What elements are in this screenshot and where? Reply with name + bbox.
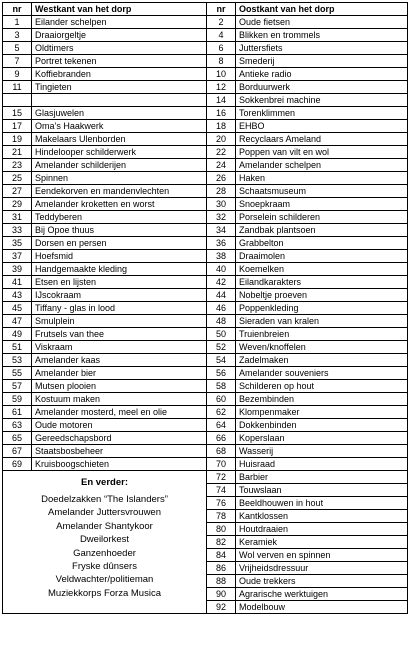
table-row [3,354,408,367]
east-stand-number: 86 [207,562,236,575]
west-stand-number: 7 [3,55,32,68]
east-stand-number: 72 [207,471,236,484]
east-stand-name: Amelander souveniers [236,367,408,380]
east-stand-name: Modelbouw [236,601,408,614]
east-stand-name: Barbier [236,471,408,484]
table-row [3,42,408,55]
table-row [3,315,408,328]
west-stand-name: Teddyberen [32,211,207,224]
extra-item: Amelander Shantykoor [56,520,153,532]
east-stand-name: Haken [236,172,408,185]
east-stand-number: 64 [207,419,236,432]
east-stand-name: Snoepkraam [236,198,408,211]
west-stand-name: Tiffany - glas in lood [32,302,207,315]
east-stand-name: Klompenmaker [236,406,408,419]
east-stand-name: Koperslaan [236,432,408,445]
west-stand-name: Eendekorven en mandenvlechten [32,185,207,198]
east-stand-number: 58 [207,380,236,393]
west-stand-number: 47 [3,315,32,328]
east-stand-number: 52 [207,341,236,354]
table-row [3,471,408,484]
table-row [3,198,408,211]
east-stand-name: Houtdraaien [236,523,408,536]
west-stand-number: 59 [3,393,32,406]
stand-table [2,2,408,614]
east-stand-name: Antieke radio [236,68,408,81]
west-stand-number: 23 [3,159,32,172]
east-stand-name: Wasserij [236,445,408,458]
west-stand-number: 39 [3,263,32,276]
extra-item: Dweilorkest [79,534,130,546]
east-stand-name: Juttersfiets [236,42,408,55]
west-stand-name: Koffiebranden [32,68,207,81]
east-stand-number: 2 [207,16,236,29]
west-stand-name: Viskraam [32,341,207,354]
table-row [3,146,408,159]
west-stand-name: Amelander kroketten en worst [32,198,207,211]
table-row [3,406,408,419]
east-stand-number: 40 [207,263,236,276]
table-row [3,211,408,224]
east-stand-number: 90 [207,588,236,601]
west-stand-number: 15 [3,107,32,120]
west-stand-number: 63 [3,419,32,432]
west-stand-name: Etsen en lijsten [32,276,207,289]
east-stand-number: 82 [207,536,236,549]
table-row [3,276,408,289]
west-stand-number: 57 [3,380,32,393]
table-row [3,302,408,315]
east-stand-name: Wol verven en spinnen [236,549,408,562]
west-stand-name: Portret tekenen [32,55,207,68]
east-stand-name: Bezembinden [236,393,408,406]
west-stand-name: Hindelooper schilderwerk [32,146,207,159]
east-stand-number: 60 [207,393,236,406]
east-stand-name: Sokkenbrei machine [236,94,408,107]
west-stand-name: Eilander schelpen [32,16,207,29]
east-stand-number: 24 [207,159,236,172]
east-stand-name: Huisraad [236,458,408,471]
table-row [3,289,408,302]
west-stand-number: 1 [3,16,32,29]
extra-item: Muziekkorps Forza Musica [48,587,161,599]
west-stand-name: Glasjuwelen [32,107,207,120]
west-stand-name: IJscokraam [32,289,207,302]
east-stand-number: 18 [207,120,236,133]
west-stand-number: 43 [3,289,32,302]
table-row [3,380,408,393]
extra-item: Doedelzakken “The Islanders” [41,494,168,505]
east-stand-name: Borduurwerk [236,81,408,94]
header-nr-east: nr [207,3,236,16]
east-stand-name: Schilderen op hout [236,380,408,393]
table-row [3,81,408,94]
west-stand-name: Amelander bier [32,367,207,380]
table-row [3,16,408,29]
east-stand-name: Poppenkleding [236,302,408,315]
west-stand-number: 31 [3,211,32,224]
east-stand-number: 76 [207,497,236,510]
table-row [3,341,408,354]
east-stand-number: 12 [207,81,236,94]
table-row [3,133,408,146]
west-stand-name: Kruisboogschieten [32,458,207,471]
west-stand-number: 67 [3,445,32,458]
table-row [3,445,408,458]
table-row [3,159,408,172]
east-stand-number: 16 [207,107,236,120]
east-stand-number: 28 [207,185,236,198]
east-stand-name: Keramiek [236,536,408,549]
west-stand-number: 17 [3,120,32,133]
east-stand-number: 22 [207,146,236,159]
west-stand-number: 5 [3,42,32,55]
west-stand-name: Makelaars Ulenborden [32,133,207,146]
east-stand-number: 42 [207,276,236,289]
west-stand-number: 69 [3,458,32,471]
east-stand-number: 14 [207,94,236,107]
table-row [3,432,408,445]
east-stand-number: 30 [207,198,236,211]
west-stand-name: Dorsen en persen [32,237,207,250]
east-stand-name: Oude fietsen [236,16,408,29]
east-stand-name: Oude trekkers [236,575,408,588]
west-stand-number: 61 [3,406,32,419]
west-stand-number: 37 [3,250,32,263]
west-stand-name: Oude motoren [32,419,207,432]
west-stand-name: Staatsbosbeheer [32,445,207,458]
east-stand-number: 92 [207,601,236,614]
table-row [3,185,408,198]
table-row [3,393,408,406]
east-stand-name: Recyclaars Ameland [236,133,408,146]
west-stand-name: Oldtimers [32,42,207,55]
extra-performers-block [3,471,207,614]
east-stand-number: 66 [207,432,236,445]
header-east: Oostkant van het dorp [236,3,408,16]
east-stand-name: Blikken en trommels [236,29,408,42]
west-stand-name: Mutsen plooien [32,380,207,393]
east-stand-name: Porselein schilderen [236,211,408,224]
west-stand-number: 27 [3,185,32,198]
west-stand-number: 51 [3,341,32,354]
west-stand-name: Draaiorgeltje [32,29,207,42]
east-stand-number: 50 [207,328,236,341]
east-stand-number: 38 [207,250,236,263]
west-stand-name: Hoefsmid [32,250,207,263]
east-stand-number: 34 [207,224,236,237]
east-stand-name: Truienbreien [236,328,408,341]
east-stand-name: EHBO [236,120,408,133]
table-body [3,16,408,614]
east-stand-number: 8 [207,55,236,68]
east-stand-name: Dokkenbinden [236,419,408,432]
west-stand-number: 9 [3,68,32,81]
east-stand-number: 88 [207,575,236,588]
east-stand-number: 36 [207,237,236,250]
east-stand-number: 10 [207,68,236,81]
west-stand-name: Amelander kaas [32,354,207,367]
west-stand-name: Handgemaakte kleding [32,263,207,276]
extra-item: Amelander Juttersvrouwen [48,507,161,519]
extra-item: Ganzenhoeder [73,547,136,559]
east-stand-number: 20 [207,133,236,146]
east-stand-name: Sieraden van kralen [236,315,408,328]
east-stand-number: 80 [207,523,236,536]
east-stand-name: Beeldhouwen in hout [236,497,408,510]
table-row [3,263,408,276]
east-stand-name: Touwslaan [236,484,408,497]
table-row [3,172,408,185]
west-stand-name: Oma’s Haakwerk [32,120,207,133]
table-row [3,367,408,380]
west-stand-number: 35 [3,237,32,250]
east-stand-name: Weven/knoffelen [236,341,408,354]
west-stand-name: Frutsels van thee [32,328,207,341]
west-stand-number: 19 [3,133,32,146]
west-stand-number: 21 [3,146,32,159]
east-stand-number: 70 [207,458,236,471]
east-stand-number: 62 [207,406,236,419]
east-stand-name: Eilandkarakters [236,276,408,289]
east-stand-name: Zandbak plantsoen [236,224,408,237]
east-stand-name: Vrijheidsdressuur [236,562,408,575]
east-stand-number: 46 [207,302,236,315]
east-stand-name: Schaatsmuseum [236,185,408,198]
west-stand-number: 53 [3,354,32,367]
table-row [3,237,408,250]
west-stand-number: 3 [3,29,32,42]
east-stand-number: 26 [207,172,236,185]
west-stand-number: 29 [3,198,32,211]
table-row [3,55,408,68]
west-stand-number: 33 [3,224,32,237]
table-row [3,68,408,81]
east-stand-name: Nobeltje proeven [236,289,408,302]
east-stand-number: 74 [207,484,236,497]
west-stand-name: Smulplein [32,315,207,328]
market-stands-sheet [2,2,407,666]
table-row [3,250,408,263]
east-stand-number: 32 [207,211,236,224]
header-row [3,3,408,16]
east-stand-number: 84 [207,549,236,562]
table-row [3,120,408,133]
east-stand-number: 68 [207,445,236,458]
east-stand-number: 48 [207,315,236,328]
east-stand-name: Agrarische werktuigen [236,588,408,601]
table-row [3,94,408,107]
west-stand-number: 65 [3,432,32,445]
west-stand-name: Amelander mosterd, meel en olie [32,406,207,419]
west-stand-number: 45 [3,302,32,315]
west-stand-name: Kostuum maken [32,393,207,406]
west-stand-name: Tingieten [32,81,207,94]
west-stand-number: 49 [3,328,32,341]
east-stand-name: Amelander schelpen [236,159,408,172]
east-stand-number: 4 [207,29,236,42]
extra-title: En verder: [81,477,128,488]
west-stand-number: 55 [3,367,32,380]
east-stand-number: 44 [207,289,236,302]
table-row [3,224,408,237]
east-stand-name: Kantklossen [236,510,408,523]
west-stand-name: Bij Opoe thuus [32,224,207,237]
west-stand-number [3,94,32,107]
east-stand-number: 56 [207,367,236,380]
east-stand-name: Poppen van vilt en wol [236,146,408,159]
west-stand-name: Amelander schilderijen [32,159,207,172]
west-stand-number: 11 [3,81,32,94]
east-stand-name: Smederij [236,55,408,68]
west-stand-number: 41 [3,276,32,289]
table-row [3,419,408,432]
east-stand-name: Zadelmaken [236,354,408,367]
table-row [3,107,408,120]
header-nr-west: nr [3,3,32,16]
east-stand-number: 6 [207,42,236,55]
east-stand-name: Draaimolen [236,250,408,263]
table-row [3,29,408,42]
west-stand-number: 25 [3,172,32,185]
east-stand-number: 54 [207,354,236,367]
west-stand-name: Gereedschapsbord [32,432,207,445]
extra-item: Fryske dûnsers [72,561,137,573]
table-row [3,458,408,471]
extra-item: Veldwachter/politieman [55,574,154,586]
east-stand-name: Grabbelton [236,237,408,250]
east-stand-name: Koemelken [236,263,408,276]
table-row [3,328,408,341]
west-stand-name [32,94,207,107]
east-stand-name: Torenklimmen [236,107,408,120]
header-west: Westkant van het dorp [32,3,207,16]
east-stand-number: 78 [207,510,236,523]
west-stand-name: Spinnen [32,172,207,185]
